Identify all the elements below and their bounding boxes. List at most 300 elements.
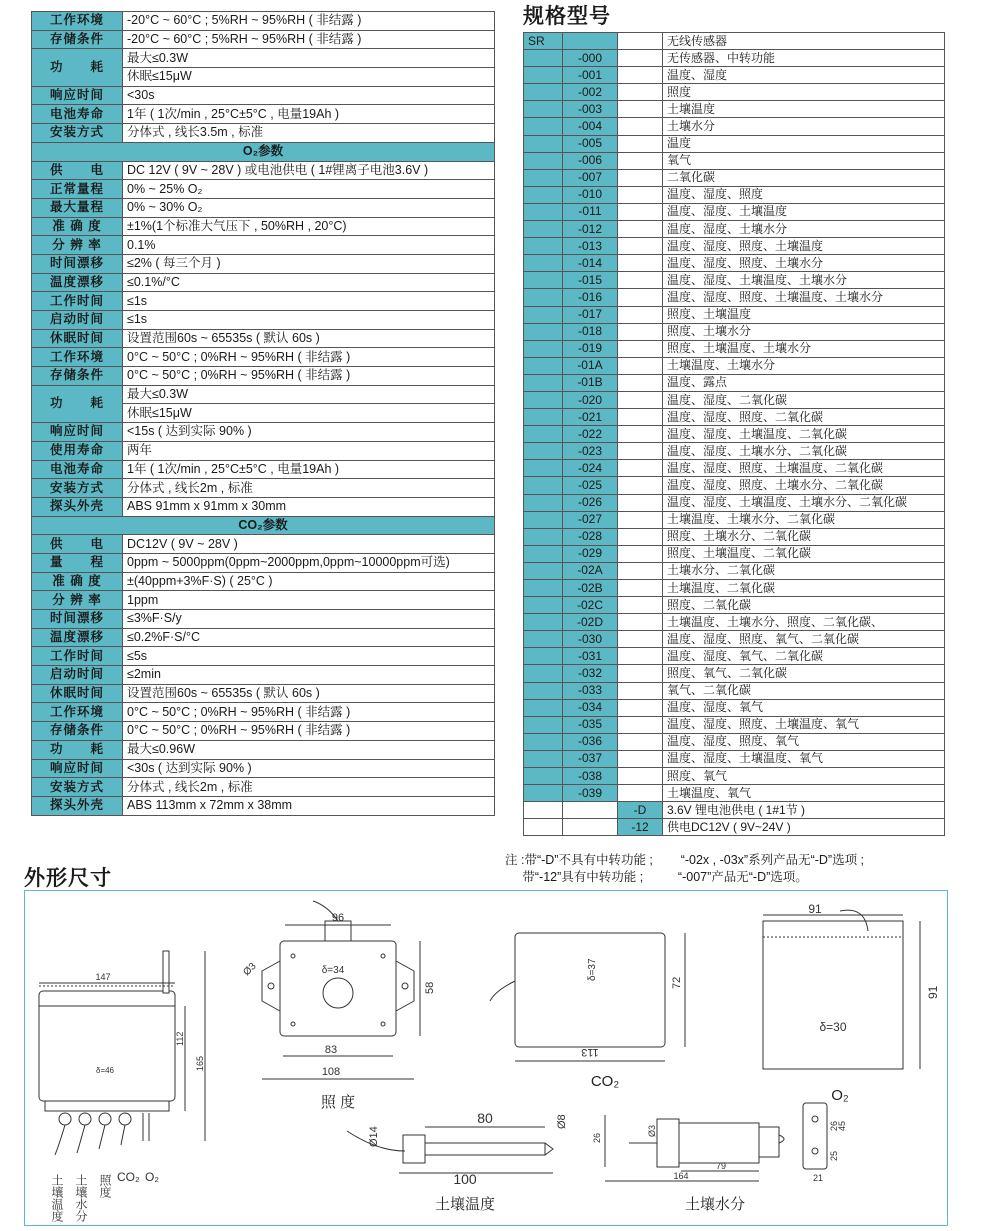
model-cell — [524, 733, 563, 750]
soil-moisture-drawing — [592, 1103, 847, 1213]
soilmoist-s1-text: 26 — [829, 1120, 839, 1131]
soil-temp-drawing — [347, 1110, 568, 1213]
spec-value: 两年 — [123, 441, 495, 460]
model-cell — [618, 186, 663, 203]
spec-label: 电池寿命 — [32, 460, 123, 479]
spec-value: 休眠≤15μW — [123, 404, 495, 423]
model-code: -013 — [563, 238, 618, 255]
model-desc: 氧气、二氧化碳 — [663, 682, 945, 699]
spec-label: 分 辨 率 — [32, 236, 123, 255]
model-cell — [618, 528, 663, 545]
spec-label: 响应时间 — [32, 423, 123, 442]
model-cell — [524, 631, 563, 648]
model-row — [524, 562, 945, 579]
model-cell — [524, 50, 563, 67]
spec-row — [32, 142, 495, 161]
model-desc: 温度、湿度、土壤水分、二氧化碳 — [663, 443, 945, 460]
model-desc: 照度、氧气 — [663, 768, 945, 785]
spec-value: <30s — [123, 86, 495, 105]
spec-value: <15s ( 达到实际 90% ) — [123, 423, 495, 442]
model-cell — [618, 374, 663, 391]
model-code: -001 — [563, 67, 618, 84]
spec-value: 最大≤0.3W — [123, 385, 495, 404]
model-code: -038 — [563, 768, 618, 785]
model-cell — [618, 391, 663, 408]
model-cell — [618, 494, 663, 511]
spec-value: 0°C ~ 50°C ; 0%RH ~ 95%RH ( 非结露 ) — [123, 722, 495, 741]
main-width-text: 147 — [95, 972, 111, 982]
model-desc: 温度、湿度、照度、土壤温度、二氧化碳 — [663, 460, 945, 477]
model-desc: 温度、湿度、二氧化碳 — [663, 391, 945, 408]
spec-value: ≤0.1%/°C — [123, 273, 495, 292]
model-desc: 照度、土壤水分 — [663, 323, 945, 340]
model-cell — [618, 289, 663, 306]
model-code: -025 — [563, 477, 618, 494]
model-code: -016 — [563, 289, 618, 306]
spec-value: -20°C ~ 60°C ; 5%RH ~ 95%RH ( 非结露 ) — [123, 30, 495, 49]
power-row — [524, 802, 945, 819]
model-row — [524, 221, 945, 238]
model-desc: 二氧化碳 — [663, 169, 945, 186]
spec-label: 安装方式 — [32, 124, 123, 143]
model-code: -02A — [563, 562, 618, 579]
model-row — [524, 50, 945, 67]
model-desc: 温度、湿度、照度、土壤水分、二氧化碳 — [663, 477, 945, 494]
spec-label: 供 电 — [32, 535, 123, 554]
soilmoist-s3-text: 25 — [829, 1150, 839, 1161]
model-cell — [618, 682, 663, 699]
spec-row — [32, 460, 495, 479]
model-row — [524, 648, 945, 665]
model-cell — [618, 614, 663, 631]
power-desc: 3.6V 锂电池供电 ( 1#1节 ) — [663, 802, 945, 819]
spec-label: 安装方式 — [32, 479, 123, 498]
model-cell — [524, 494, 563, 511]
model-cell — [618, 101, 663, 118]
light-hole-text: Ø3 — [241, 960, 259, 979]
model-desc: 温度、湿度、照度、土壤温度、氧气 — [663, 716, 945, 733]
spec-value: ±1%(1个标准大气压下 , 50%RH , 20°C) — [123, 217, 495, 236]
main-h2-text: 165 — [195, 1055, 205, 1071]
model-cell — [524, 528, 563, 545]
spec-label: 安装方式 — [32, 778, 123, 797]
model-cell — [524, 716, 563, 733]
model-cell — [524, 802, 563, 819]
model-desc: 温度、露点 — [663, 374, 945, 391]
o2-sensor-drawing — [763, 902, 940, 1104]
model-cell — [618, 33, 663, 50]
model-row — [524, 203, 945, 220]
model-cell — [524, 238, 563, 255]
model-desc: 土壤温度、氧气 — [663, 785, 945, 802]
model-desc: 温度、湿度、照度、二氧化碳 — [663, 409, 945, 426]
spec-row — [32, 198, 495, 217]
spec-value: <30s ( 达到实际 90% ) — [123, 759, 495, 778]
model-cell — [618, 84, 663, 101]
model-cell — [618, 255, 663, 272]
main-delta-text: δ=46 — [95, 1066, 115, 1075]
model-cell — [524, 409, 563, 426]
model-code: -022 — [563, 426, 618, 443]
model-cell — [618, 699, 663, 716]
spec-row — [32, 49, 495, 68]
spec-row — [32, 348, 495, 367]
model-cell — [524, 221, 563, 238]
model-row — [524, 238, 945, 255]
model-cell — [524, 357, 563, 374]
spec-row — [32, 292, 495, 311]
spec-value: ABS 113mm x 72mm x 38mm — [123, 796, 495, 815]
model-cell — [524, 391, 563, 408]
spec-row — [32, 273, 495, 292]
soilmoist-s2-text: 45 — [837, 1120, 847, 1131]
model-prefix: SR — [524, 33, 563, 50]
spec-value: ≤5s — [123, 647, 495, 666]
spec-label: 探头外壳 — [32, 497, 123, 516]
spec-row — [32, 610, 495, 629]
model-code: -036 — [563, 733, 618, 750]
model-desc: 土壤温度、土壤水分 — [663, 357, 945, 374]
port-label: CO₂ — [117, 1170, 140, 1184]
spec-row — [32, 217, 495, 236]
model-cell — [524, 511, 563, 528]
light-wtop-text: 96 — [331, 912, 345, 924]
spec-value: ≤2% ( 每三个月 ) — [123, 254, 495, 273]
section-header: CO₂参数 — [32, 516, 495, 535]
soilmoist-w2-text: 164 — [673, 1171, 689, 1181]
spec-row — [32, 497, 495, 516]
model-row — [524, 391, 945, 408]
spec-label: 响应时间 — [32, 86, 123, 105]
model-cell — [524, 374, 563, 391]
model-code: -026 — [563, 494, 618, 511]
spec-label: 准 确 度 — [32, 217, 123, 236]
notes — [505, 852, 864, 886]
model-row — [524, 152, 945, 169]
light-wbot-text: 108 — [321, 1066, 341, 1078]
model-cell — [524, 135, 563, 152]
spec-value: ABS 91mm x 91mm x 30mm — [123, 497, 495, 516]
model-cell — [524, 699, 563, 716]
model-code: -005 — [563, 135, 618, 152]
model-desc: 土壤温度、土壤水分、照度、二氧化碳、 — [663, 614, 945, 631]
spec-label: 工作环境 — [32, 703, 123, 722]
spec-label: 启动时间 — [32, 311, 123, 330]
spec-value: ≤2min — [123, 666, 495, 685]
spec-label: 使用寿命 — [32, 441, 123, 460]
spec-value: DC 12V ( 9V ~ 28V ) 或电池供电 ( 1#锂离子电池3.6V ) — [123, 161, 495, 180]
spec-row — [32, 311, 495, 330]
spec-value: 休眠≤15μW — [123, 68, 495, 87]
port-label: 土壤水分 — [74, 1174, 88, 1222]
model-code: -030 — [563, 631, 618, 648]
model-cell — [563, 33, 618, 50]
model-cell — [618, 50, 663, 67]
spec-row — [32, 740, 495, 759]
note-line: 带“-12”具有中转功能 ; “-007”产品无“-D”选项。 — [505, 870, 808, 884]
section-header: O₂参数 — [32, 142, 495, 161]
model-cell — [618, 562, 663, 579]
model-code: -027 — [563, 511, 618, 528]
model-row — [524, 477, 945, 494]
model-cell — [524, 665, 563, 682]
o2-h-text: 91 — [926, 985, 940, 999]
model-cell — [618, 597, 663, 614]
spec-value: 0°C ~ 50°C ; 0%RH ~ 95%RH ( 非结露 ) — [123, 367, 495, 386]
model-cell — [524, 203, 563, 220]
model-row — [524, 597, 945, 614]
spec-label: 正常量程 — [32, 180, 123, 199]
model-row — [524, 340, 945, 357]
model-cell — [524, 169, 563, 186]
model-cell — [524, 152, 563, 169]
model-row — [524, 186, 945, 203]
model-desc: 照度、土壤温度 — [663, 306, 945, 323]
model-row — [524, 84, 945, 101]
spec-value: 0% ~ 25% O₂ — [123, 180, 495, 199]
model-cell — [618, 67, 663, 84]
spec-label: 供 电 — [32, 161, 123, 180]
model-cell — [524, 272, 563, 289]
main-unit-drawing — [39, 951, 205, 1223]
model-row — [524, 494, 945, 511]
model-code: -010 — [563, 186, 618, 203]
model-code: -007 — [563, 169, 618, 186]
model-desc: 照度、土壤温度、土壤水分 — [663, 340, 945, 357]
model-cell — [618, 648, 663, 665]
model-row — [524, 374, 945, 391]
model-cell — [524, 84, 563, 101]
model-row — [524, 614, 945, 631]
model-row — [524, 323, 945, 340]
spec-label: 功 耗 — [32, 49, 123, 86]
model-cell — [618, 118, 663, 135]
power-code: -12 — [618, 819, 663, 836]
spec-row — [32, 628, 495, 647]
light-sensor-drawing — [241, 901, 436, 1111]
model-row — [524, 460, 945, 477]
model-desc: 温度、湿度、照度、氧气 — [663, 733, 945, 750]
model-cell — [524, 614, 563, 631]
model-desc: 温度、湿度、照度、土壤温度、土壤水分 — [663, 289, 945, 306]
spec-label: 工作环境 — [32, 348, 123, 367]
spec-value: 分体式 , 线长2m , 标准 — [123, 778, 495, 797]
spec-row — [32, 86, 495, 105]
model-cell — [618, 785, 663, 802]
spec-label: 探头外壳 — [32, 796, 123, 815]
spec-label: 工作时间 — [32, 647, 123, 666]
spec-row — [32, 572, 495, 591]
model-cell — [524, 597, 563, 614]
spec-value: 0ppm ~ 5000ppm(0ppm~2000ppm,0ppm~10000ppm可选) — [123, 553, 495, 572]
model-row — [524, 699, 945, 716]
soilmoist-w1-text: 79 — [715, 1161, 727, 1171]
model-cell — [618, 340, 663, 357]
model-cell — [618, 665, 663, 682]
spec-label: 工作环境 — [32, 12, 123, 31]
model-row — [524, 768, 945, 785]
model-cell — [524, 340, 563, 357]
spec-label: 分 辨 率 — [32, 591, 123, 610]
model-desc: 温度、湿度、土壤水分 — [663, 221, 945, 238]
light-delta-text: δ=34 — [321, 965, 345, 976]
co2-delta-text: δ=37 — [587, 958, 598, 981]
model-desc: 土壤温度 — [663, 101, 945, 118]
model-row — [524, 665, 945, 682]
spec-value: 最大≤0.96W — [123, 740, 495, 759]
model-row — [524, 357, 945, 374]
model-cell — [524, 426, 563, 443]
spec-row — [32, 105, 495, 124]
model-desc: 温度、湿度、土壤温度、土壤水分、二氧化碳 — [663, 494, 945, 511]
dims-title: 外形尺寸 — [24, 867, 112, 890]
model-desc: 无线传感器 — [663, 33, 945, 50]
spec-value: 1ppm — [123, 591, 495, 610]
power-desc: 供电DC12V ( 9V~24V ) — [663, 819, 945, 836]
model-row — [524, 528, 945, 545]
model-code: -017 — [563, 306, 618, 323]
model-code: -034 — [563, 699, 618, 716]
spec-value: 最大≤0.3W — [123, 49, 495, 68]
co2-h-text: 72 — [671, 976, 683, 989]
co2-w-text: 113 — [581, 1046, 599, 1058]
model-row — [524, 67, 945, 84]
spec-value: ≤3%F·S/y — [123, 610, 495, 629]
model-cell — [524, 67, 563, 84]
model-desc: 照度、二氧化碳 — [663, 597, 945, 614]
model-cell — [618, 357, 663, 374]
model-cell — [618, 750, 663, 767]
spec-row — [32, 423, 495, 442]
model-row — [524, 750, 945, 767]
spec-label: 响应时间 — [32, 759, 123, 778]
spec-label: 休眠时间 — [32, 684, 123, 703]
model-cell — [524, 289, 563, 306]
spec-label: 休眠时间 — [32, 329, 123, 348]
model-cell — [524, 255, 563, 272]
spec-value: ≤1s — [123, 292, 495, 311]
model-cell — [524, 118, 563, 135]
model-code: -002 — [563, 84, 618, 101]
model-row — [524, 255, 945, 272]
model-cell — [563, 802, 618, 819]
model-code: -023 — [563, 443, 618, 460]
spec-value: 分体式 , 线长2m , 标准 — [123, 479, 495, 498]
model-row — [524, 118, 945, 135]
spec-label: 温度漂移 — [32, 273, 123, 292]
model-code: -031 — [563, 648, 618, 665]
spec-row — [32, 12, 495, 31]
model-row — [524, 545, 945, 562]
model-desc: 照度、土壤水分、二氧化碳 — [663, 528, 945, 545]
model-cell — [524, 750, 563, 767]
note-line: 注 :带“-D”不具有中转功能 ; “-02x , -03x”系列产品无“-D”选项 ; — [505, 853, 865, 867]
spec-row — [32, 778, 495, 797]
soilmoist-label: 土壤水分 — [684, 1196, 746, 1213]
model-desc: 温度、湿度、土壤温度、氧气 — [663, 750, 945, 767]
spec-row — [32, 161, 495, 180]
spec-value: 1年 ( 1次/min , 25°C±5°C , 电量19Ah ) — [123, 460, 495, 479]
spec-label: 准 确 度 — [32, 572, 123, 591]
spec-row — [32, 759, 495, 778]
model-row — [524, 306, 945, 323]
model-cell — [563, 819, 618, 836]
model-cell — [618, 203, 663, 220]
spec-row — [32, 479, 495, 498]
model-cell — [524, 323, 563, 340]
model-code: -02B — [563, 580, 618, 597]
model-cell — [618, 169, 663, 186]
model-cell — [524, 477, 563, 494]
soilmoist-d-text: Ø3 — [647, 1124, 657, 1137]
power-row — [524, 819, 945, 836]
model-cell — [618, 511, 663, 528]
model-desc: 温度、湿度、照度、氧气、二氧化碳 — [663, 631, 945, 648]
spec-row — [32, 124, 495, 143]
spec-row — [32, 796, 495, 815]
soiltemp-len2-text: 100 — [453, 1171, 477, 1187]
model-cell — [618, 545, 663, 562]
co2-sensor-drawing — [490, 933, 685, 1090]
model-cell — [524, 306, 563, 323]
model-cell — [524, 186, 563, 203]
model-desc: 土壤温度、土壤水分、二氧化碳 — [663, 511, 945, 528]
spec-value: ≤0.2%F·S/°C — [123, 628, 495, 647]
co2-label: CO₂ — [590, 1073, 620, 1090]
model-code: -01A — [563, 357, 618, 374]
model-cell — [524, 648, 563, 665]
spec-label: 功 耗 — [32, 740, 123, 759]
model-table — [523, 32, 945, 836]
spec-label: 时间漂移 — [32, 254, 123, 273]
model-code: -024 — [563, 460, 618, 477]
model-desc: 温度、湿度、土壤温度、二氧化碳 — [663, 426, 945, 443]
model-code: -028 — [563, 528, 618, 545]
model-cell — [618, 409, 663, 426]
spec-value: 0.1% — [123, 236, 495, 255]
spec-row — [32, 385, 495, 404]
model-cell — [618, 477, 663, 494]
model-row — [524, 33, 945, 50]
model-desc: 土壤水分 — [663, 118, 945, 135]
port-label: O₂ — [145, 1170, 159, 1184]
model-desc: 温度、湿度、照度、土壤温度 — [663, 238, 945, 255]
spec-value: DC12V ( 9V ~ 28V ) — [123, 535, 495, 554]
model-code: -021 — [563, 409, 618, 426]
model-cell — [618, 580, 663, 597]
model-code: -037 — [563, 750, 618, 767]
model-title: 规格型号 — [523, 5, 611, 28]
o2-label: O₂ — [831, 1087, 849, 1104]
model-desc: 温度、湿度、照度、土壤水分 — [663, 255, 945, 272]
model-row — [524, 733, 945, 750]
spec-value: 1年 ( 1次/min , 25°C±5°C , 电量19Ah ) — [123, 105, 495, 124]
dimension-drawings — [24, 890, 948, 1226]
model-code: -02C — [563, 597, 618, 614]
spec-label: 量 程 — [32, 553, 123, 572]
model-cell — [524, 768, 563, 785]
model-row — [524, 785, 945, 802]
spec-value: 0°C ~ 50°C ; 0%RH ~ 95%RH ( 非结露 ) — [123, 348, 495, 367]
spec-label: 最大量程 — [32, 198, 123, 217]
model-code: -006 — [563, 152, 618, 169]
spec-value: 0% ~ 30% O₂ — [123, 198, 495, 217]
spec-row — [32, 684, 495, 703]
spec-row — [32, 30, 495, 49]
model-desc: 照度、氧气、二氧化碳 — [663, 665, 945, 682]
spec-row — [32, 666, 495, 685]
model-cell — [524, 819, 563, 836]
